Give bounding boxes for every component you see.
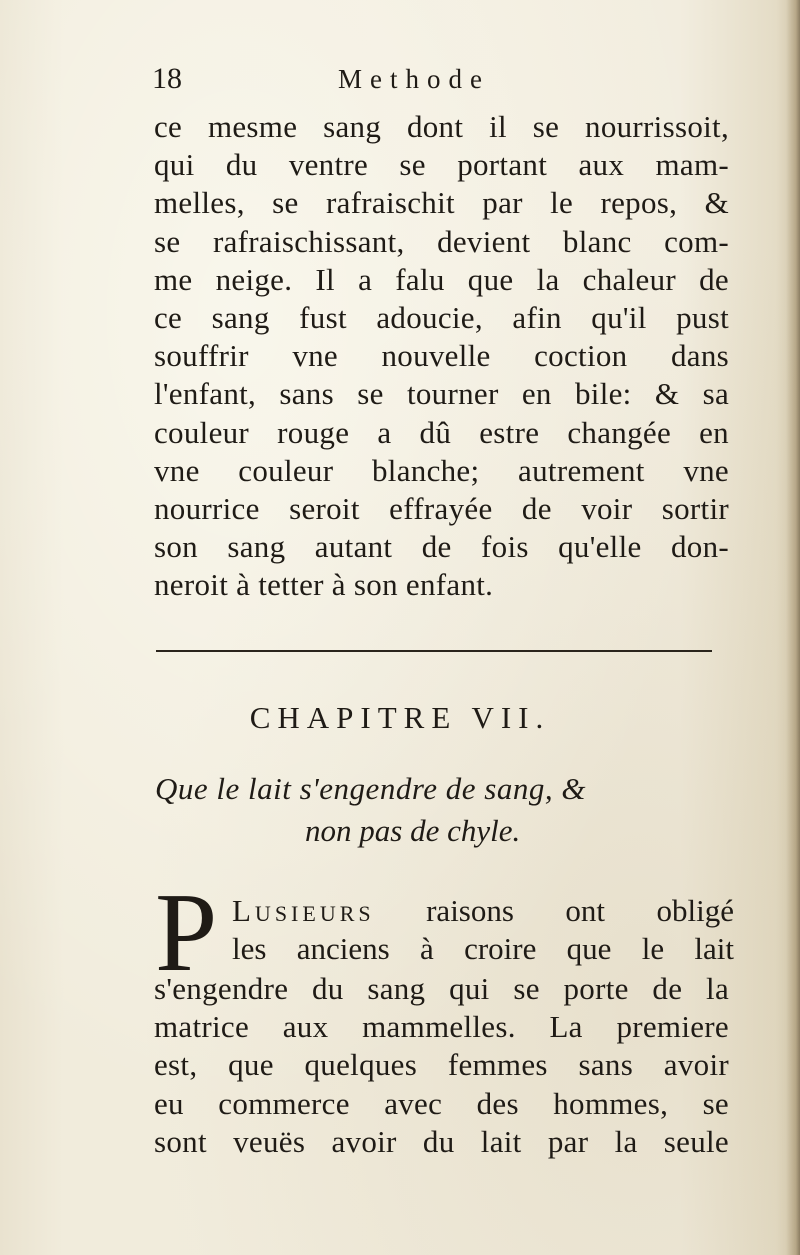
text-line: ce mesme sang dont il se nourrissoit, [154, 109, 729, 144]
text-line: neroit à tetter à son enfant. [154, 567, 494, 603]
text-line: les anciens à croire que le lait [232, 931, 734, 967]
chapter-title [155, 768, 735, 852]
page-header [150, 62, 730, 102]
text-line: s'engendre du sang qui se porte de la [154, 971, 729, 1006]
chapter-heading: CHAPITRE VII. [249, 700, 551, 735]
text-line: ce sang fust adoucie, afin qu'il pust [154, 299, 729, 335]
text-line: me neige. Il a falu que la chaleur de [154, 261, 729, 297]
chapter-title-line: Que le lait s'engendre de sang, & [155, 771, 586, 806]
text-line: nourrice seroit effrayée de voir sortir [154, 490, 729, 526]
text-fragment: raisons ont obligé [426, 893, 734, 928]
text-line: couleur rouge a dû estre changée en [154, 414, 729, 450]
text-line [232, 892, 734, 930]
smallcaps-word: Lusieurs [232, 893, 375, 928]
chapter-title-line: non pas de chyle. [305, 813, 521, 848]
text-line: matrice aux mammelles. La premiere [154, 1009, 729, 1045]
text-line: sont veuës avoir du lait par la seule [154, 1123, 729, 1159]
text-line: qui du ventre se portant aux mam- [154, 147, 729, 183]
page-spine-shadow [786, 0, 800, 1255]
text-line: son sang autant de fois qu'elle don- [154, 529, 729, 565]
body-text-bottom [154, 970, 729, 1161]
text-line: melles, se rafraischit par le repos, & [154, 185, 729, 221]
running-head: Methode [338, 64, 490, 94]
text-line: eu commerce avec des hommes, se [154, 1085, 729, 1121]
text-line: l'enfant, sans se tourner en bile: & sa [154, 376, 729, 412]
body-text-top [154, 108, 729, 604]
text-line: se rafraischissant, devient blanc com- [154, 223, 729, 259]
section-divider-rule [156, 650, 712, 652]
text-line: est, que quelques femmes sans avoir [154, 1047, 729, 1083]
page-number: 18 [152, 62, 182, 95]
text-line: vne couleur blanche; autrement vne [154, 452, 729, 488]
drop-cap: P [155, 871, 218, 995]
text-line: souffrir vne nouvelle coction dans [154, 338, 729, 374]
indented-opening-lines [232, 892, 734, 968]
